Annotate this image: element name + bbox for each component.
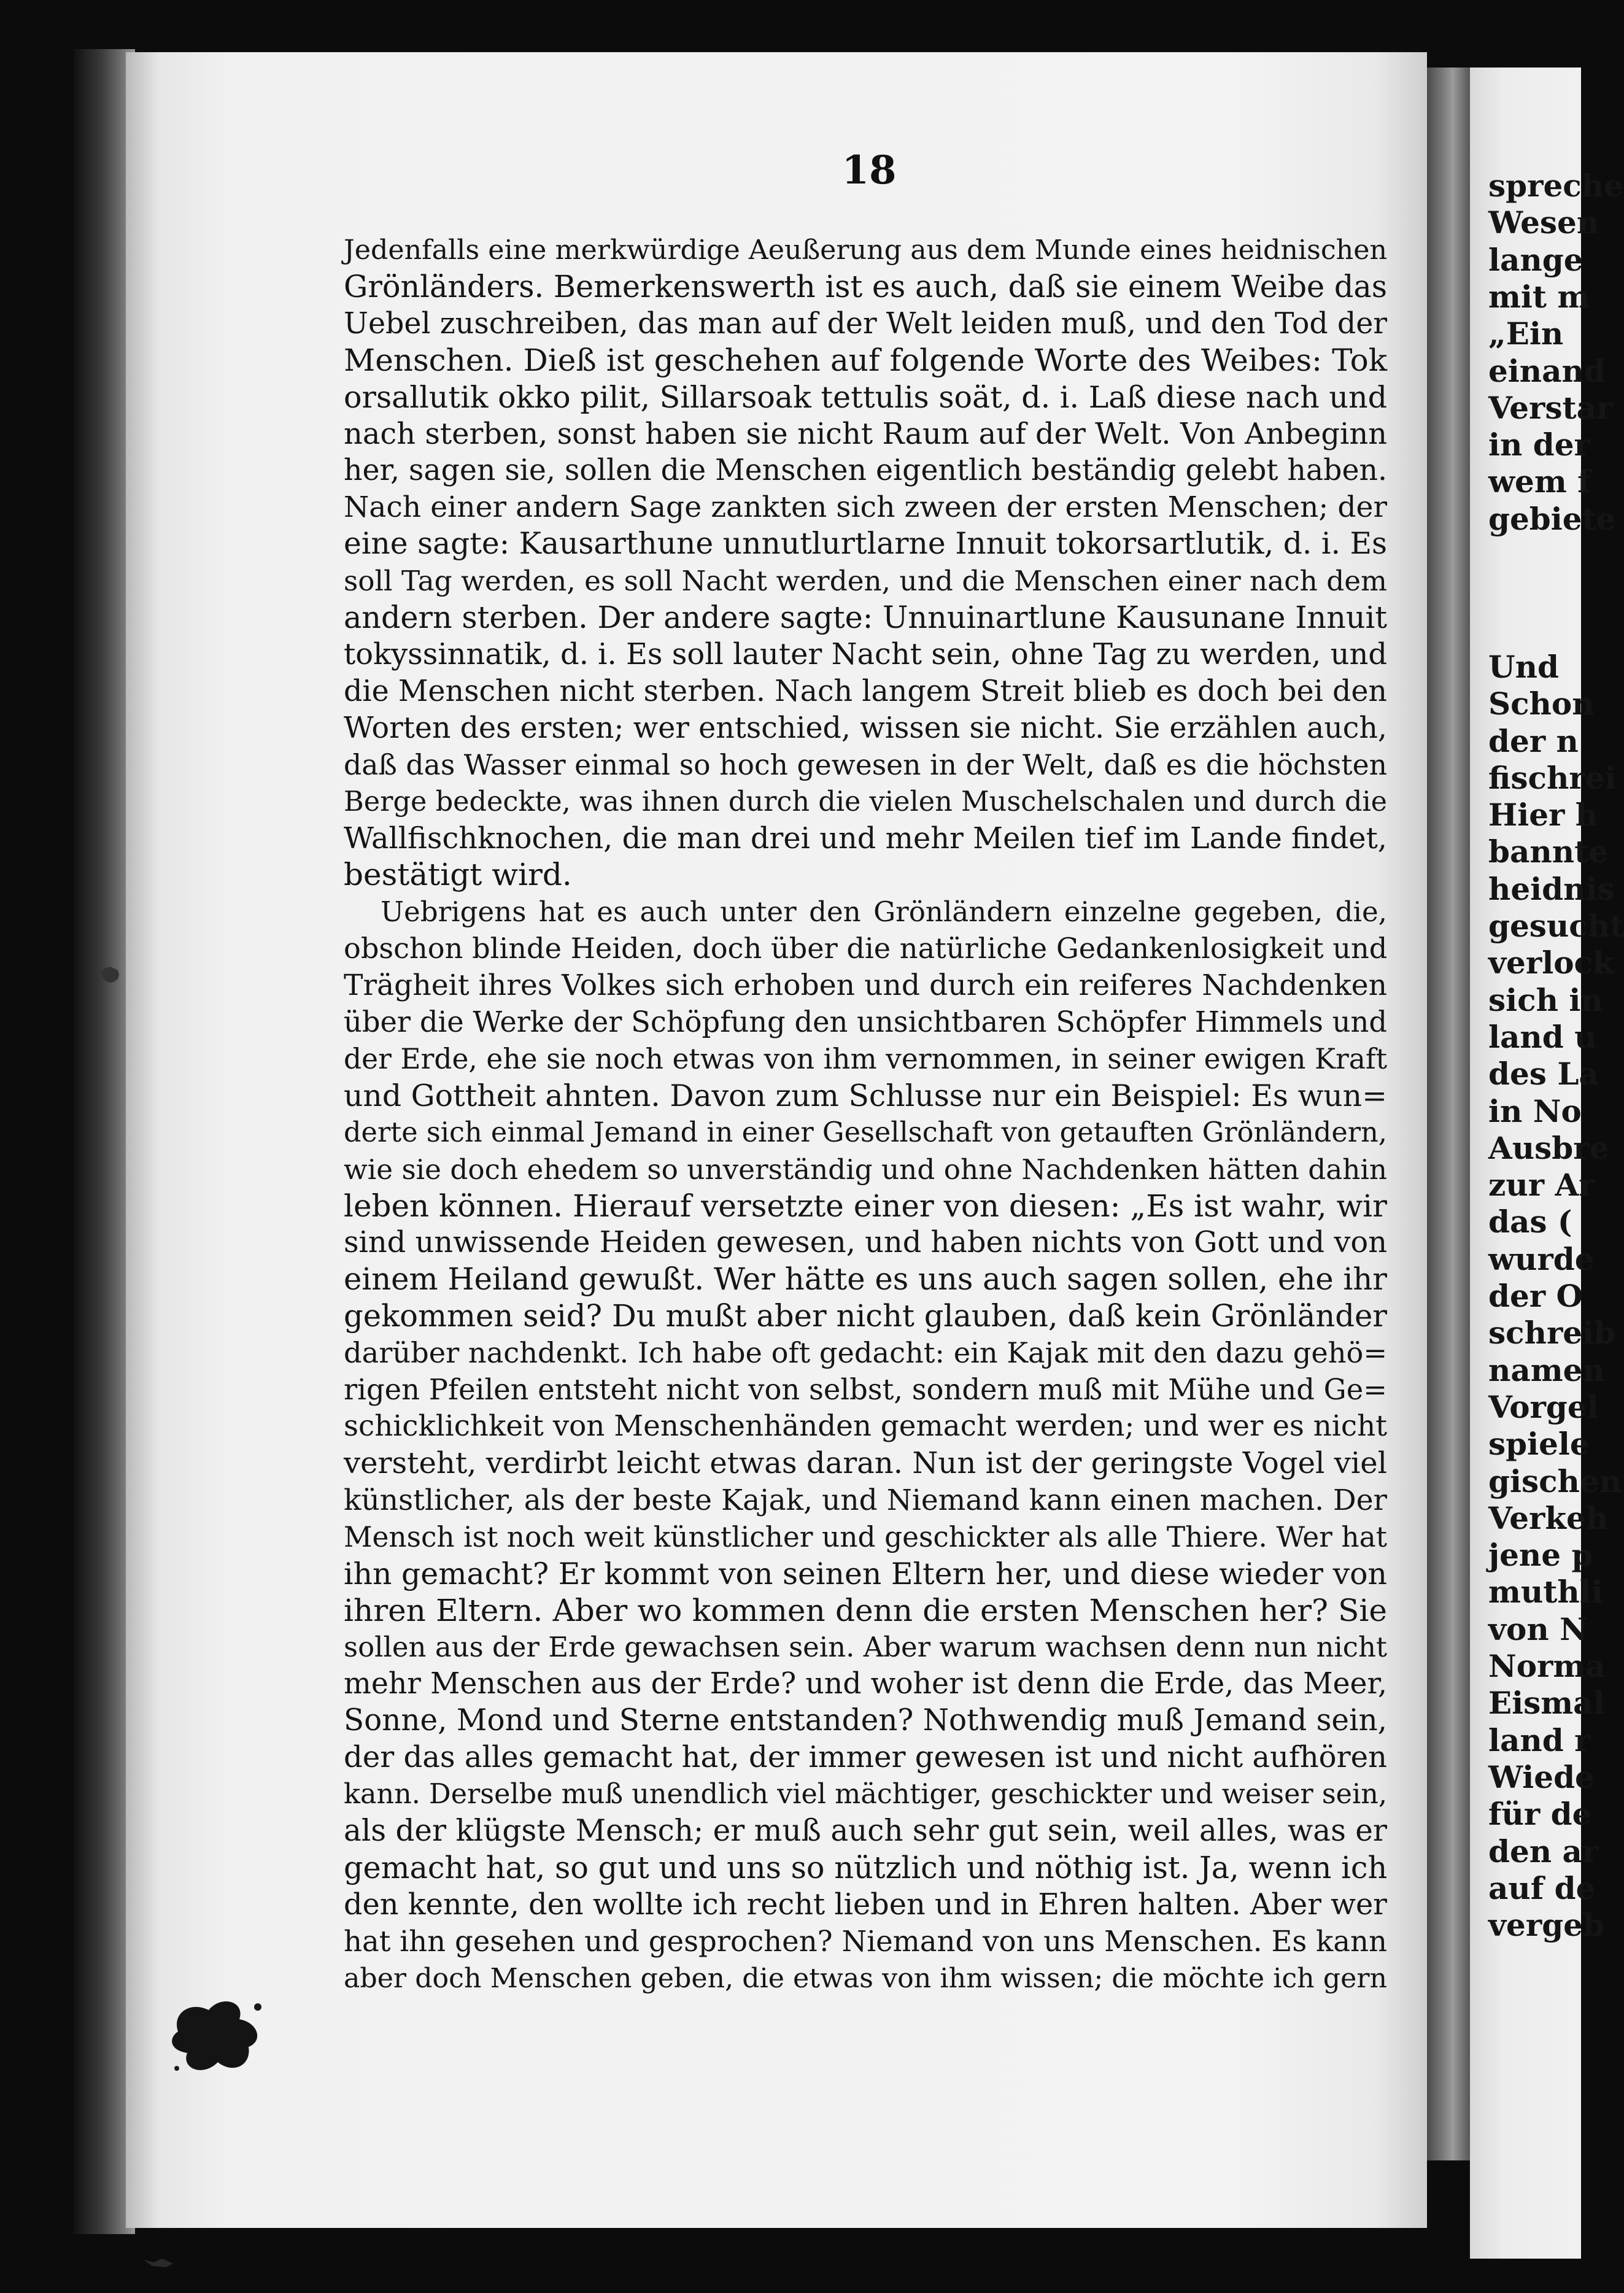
adjacent-page-line: spreche: [1488, 168, 1623, 204]
text-line: über die Werke der Schöpfung den unsichtbaren Schöpfer Himmels und: [344, 1005, 1387, 1039]
text-line: sollen aus der Erde gewachsen sein. Aber warum wachsen denn nun nicht: [344, 1631, 1387, 1664]
text-line: derte sich einmal Jemand in einer Gesellschaft von getauften Grönländern,: [344, 1116, 1387, 1148]
text-line: sind unwissende Heiden gewesen, und haben nichts von Gott und von: [344, 1226, 1387, 1260]
text-line: rigen Pfeilen entsteht nicht von selbst, sondern muß mit Mühe und Ge=: [344, 1373, 1387, 1407]
text-line: ihn gemacht? Er kommt von seinen Eltern her, und diese wieder von: [344, 1556, 1387, 1591]
adjacent-page-line: wurde: [1488, 1240, 1595, 1277]
text-line: nach sterben, sonst haben sie nicht Raum auf der Welt. Von Anbeginn: [344, 417, 1387, 451]
adjacent-page-line: bannte: [1488, 833, 1608, 870]
text-line: der Erde, ehe sie noch etwas von ihm vernommen, in seiner ewigen Kraft: [344, 1042, 1387, 1075]
text-line: hat ihn gesehen und gesprochen? Niemand von uns Menschen. Es kann: [344, 1924, 1387, 1958]
adjacent-page-line: gischen: [1488, 1463, 1622, 1499]
text-line: schicklichkeit von Menschenhänden gemacht werden; und wer es nicht: [344, 1410, 1387, 1443]
adjacent-page-line: Schon: [1488, 686, 1595, 722]
text-line: die Menschen nicht sterben. Nach langem Streit blieb es doch bei den: [344, 674, 1387, 708]
text-line: als der klügste Mensch; er muß auch sehr gut sein, weil alles, was er: [344, 1813, 1387, 1848]
adjacent-page-line: vergeb: [1488, 1907, 1604, 1944]
adjacent-page-line: des La: [1488, 1056, 1599, 1092]
text-line: gekommen seid? Du mußt aber nicht glauben, daß kein Grönländer: [344, 1298, 1387, 1334]
adjacent-page-line: Hier h: [1488, 797, 1598, 833]
text-line: Wallfischknochen, die man drei und mehr Meilen tief im Lande findet,: [344, 821, 1387, 856]
adjacent-page-line: Ausbre: [1488, 1129, 1609, 1166]
adjacent-page-line: der O: [1488, 1278, 1583, 1314]
text-line: und Gottheit ahnten. Davon zum Schlusse nur ein Beispiel: Es wun=: [344, 1078, 1387, 1113]
text-line: Menschen. Dieß ist geschehen auf folgende Worte des Weibes: Tok: [344, 342, 1387, 378]
adjacent-page-line: jene p: [1488, 1537, 1593, 1574]
adjacent-page-line: Verkeh: [1488, 1499, 1609, 1536]
text-line: andern sterben. Der andere sagte: Unnuinartlune Kausunane Innuit: [344, 600, 1387, 636]
text-line: einem Heiland gewußt. Wer hätte es uns auch sagen sollen, ehe ihr: [344, 1261, 1387, 1297]
text-line: Berge bedeckte, was ihnen durch die vielen Muschelschalen und durch die: [344, 785, 1387, 818]
adjacent-page-line: für de: [1488, 1796, 1592, 1833]
text-line: Uebel zuschreiben, das man auf der Welt leiden muß, und den Tod der: [344, 306, 1387, 341]
text-line: versteht, verdirbt leicht etwas daran. Nun ist der geringste Vogel viel: [344, 1445, 1387, 1480]
adjacent-page-line: fischrei: [1488, 759, 1617, 796]
adjacent-page-line: muthli: [1488, 1574, 1603, 1611]
adjacent-page-line: Und: [1488, 648, 1559, 685]
text-line: Grönländers. Bemerkenswerth ist es auch, daß sie einem Weibe das: [344, 268, 1387, 304]
adjacent-page-line: Verstar: [1488, 389, 1613, 426]
adjacent-page-line: der n: [1488, 722, 1579, 759]
adjacent-page-line: gebiete: [1488, 500, 1616, 537]
adjacent-page-line: schreib: [1488, 1315, 1616, 1351]
adjacent-page-line: Eismal: [1488, 1685, 1605, 1722]
adjacent-page-line: wem f: [1488, 463, 1591, 500]
adjacent-page-line: Wiede: [1488, 1758, 1595, 1795]
adjacent-page-line: Wesen: [1488, 204, 1599, 241]
adjacent-page-line: Norma: [1488, 1648, 1606, 1684]
adjacent-page-line: das (: [1488, 1204, 1572, 1240]
text-line: ihren Eltern. Aber wo kommen denn die ersten Menschen her? Sie: [344, 1592, 1387, 1628]
text-line: gemacht hat, so gut und uns so nützlich und nöthig ist. Ja, wenn ich: [344, 1849, 1388, 1885]
text-line: darüber nachdenkt. Ich habe oft gedacht: ein Kajak mit den dazu gehö=: [344, 1336, 1388, 1370]
ink-spot: [98, 964, 123, 986]
adjacent-page-line: sich in: [1488, 981, 1603, 1018]
adjacent-page-line: Vorgel: [1488, 1388, 1599, 1425]
text-line: Mensch ist noch weit künstlicher und geschickter als alle Thiere. Wer hat: [344, 1520, 1387, 1553]
ink-blot: [166, 1989, 270, 2081]
adjacent-page-line: namen: [1488, 1351, 1605, 1388]
page-corner-mark: [141, 2254, 178, 2272]
adjacent-page-line: zur Ar: [1488, 1167, 1595, 1204]
adjacent-page-line: einand: [1488, 352, 1606, 389]
text-line: obschon blinde Heiden, doch über die natürliche Gedankenlosigkeit und: [344, 932, 1388, 965]
text-line: Uebrigens hat es auch unter den Grönländern einzelne gegeben, die,: [381, 895, 1387, 929]
text-line: Sonne, Mond und Sterne entstanden? Nothwendig muß Jemand sein,: [344, 1703, 1387, 1738]
text-line: daß das Wasser einmal so hoch gewesen in der Welt, daß es die höchsten: [344, 748, 1387, 781]
text-line: tokyssinnatik, d. i. Es soll lauter Nacht sein, ohne Tag zu werden, und: [344, 637, 1387, 671]
adjacent-page-line: in der: [1488, 427, 1590, 463]
page-body-text: [344, 232, 1387, 1997]
adjacent-page-line: lange: [1488, 241, 1583, 278]
page-number: 18: [841, 147, 897, 193]
text-line: kann. Derselbe muß unendlich viel mächtiger, geschickter und weiser sein,: [344, 1779, 1387, 1811]
text-line: her, sagen sie, sollen die Menschen eigentlich beständig gelebt haben.: [344, 454, 1387, 488]
text-line: Nach einer andern Sage zankten sich zween der ersten Menschen; der: [344, 490, 1387, 525]
adjacent-page-fragment: [1470, 68, 1624, 2259]
adjacent-page-line: auf de: [1488, 1870, 1596, 1906]
adjacent-page-line: „Ein: [1488, 315, 1564, 352]
text-line: soll Tag werden, es soll Nacht werden, und die Menschen einer nach dem: [344, 565, 1387, 598]
adjacent-page-line: von N: [1488, 1611, 1588, 1647]
adjacent-page-line: gesucht: [1488, 908, 1624, 944]
text-line: wie sie doch ehedem so unverständig und ohne Nachdenken hätten dahin: [344, 1153, 1387, 1186]
adjacent-page-line: mit m: [1488, 278, 1590, 315]
text-line: bestätigt wird.: [344, 857, 572, 893]
text-line: mehr Menschen aus der Erde? und woher ist denn die Erde, das Meer,: [344, 1667, 1387, 1701]
adjacent-page-line: den ar: [1488, 1833, 1599, 1870]
text-line: leben können. Hierauf versetzte einer von diesen: „Es ist wahr, wir: [344, 1188, 1387, 1224]
adjacent-page-line: spiele: [1488, 1426, 1590, 1463]
text-line: Jedenfalls eine merkwürdige Aeußerung aus dem Munde eines heidnischen: [344, 234, 1387, 266]
text-line: der das alles gemacht hat, der immer gewesen ist und nicht aufhören: [344, 1740, 1387, 1775]
text-line: künstlicher, als der beste Kajak, und Niemand kann einen machen. Der: [344, 1483, 1387, 1517]
page-gutter: [1427, 68, 1470, 2160]
adjacent-page-line: land r: [1488, 1722, 1591, 1758]
adjacent-page-line: in No: [1488, 1092, 1582, 1129]
adjacent-page-line: verlock: [1488, 945, 1614, 981]
adjacent-page-line: heidnis: [1488, 870, 1615, 907]
text-line: Trägheit ihres Volkes sich erhoben und durch ein reiferes Nachdenken: [344, 969, 1387, 1003]
text-line: Worten des ersten; wer entschied, wissen sie nicht. Sie erzählen auch,: [344, 711, 1387, 745]
text-line: eine sagte: Kausarthune unnutlurtlarne Innuit tokorsartlutik, d. i. Es: [344, 527, 1387, 562]
text-line: den kennte, den wollte ich recht lieben und in Ehren halten. Aber wer: [344, 1887, 1387, 1922]
text-line: orsallutik okko pilit, Sillarsoak tettulis soät, d. i. Laß diese nach und: [344, 379, 1387, 415]
adjacent-page-line: land u: [1488, 1018, 1597, 1055]
text-line: aber doch Menschen geben, die etwas von ihm wissen; die möchte ich gern: [344, 1962, 1387, 1994]
